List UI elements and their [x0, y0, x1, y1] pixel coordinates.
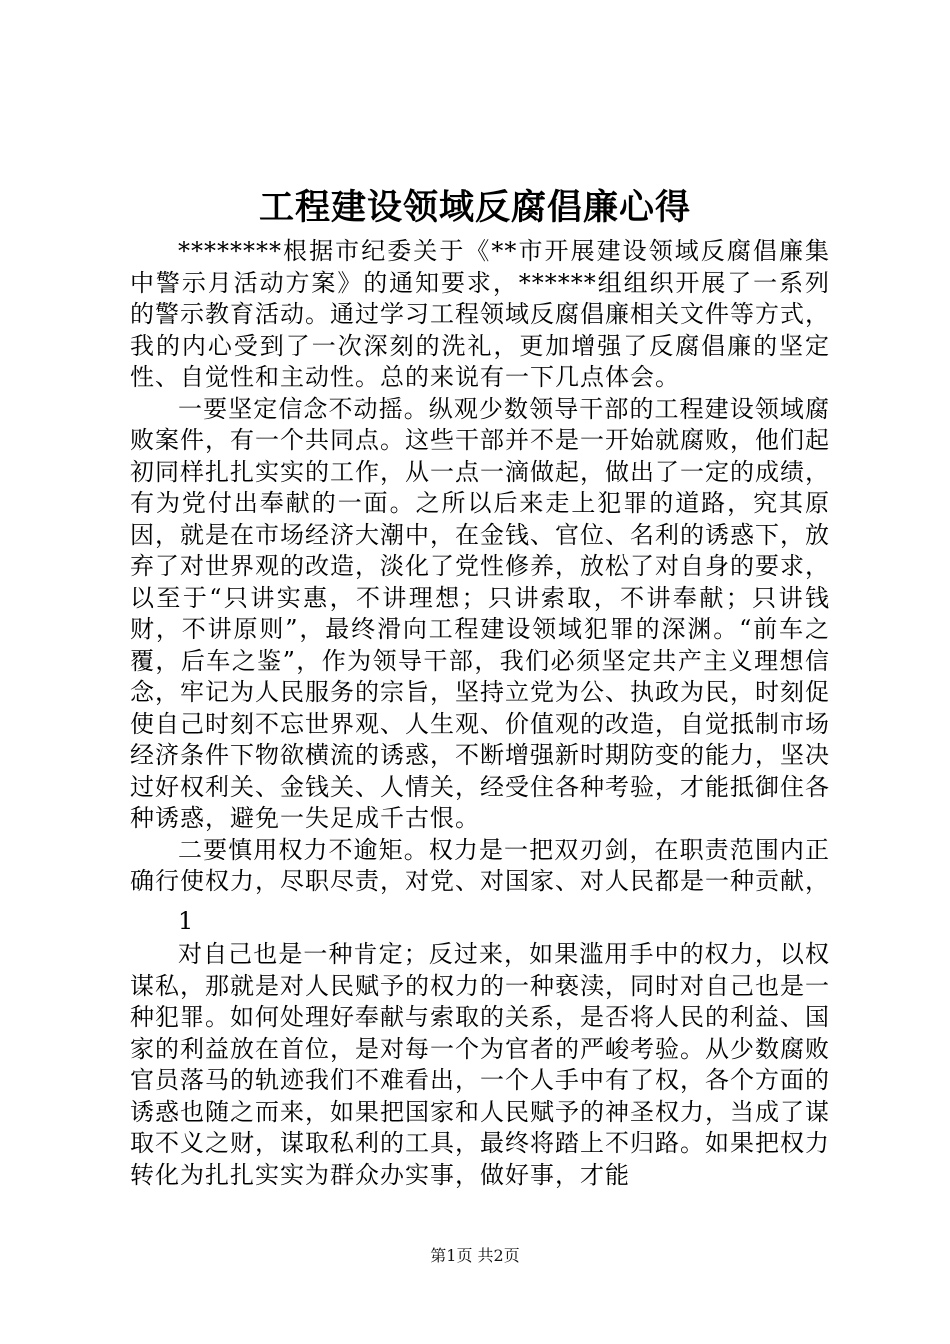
body-text-block-2: [130, 939, 830, 1191]
paragraph-intro: ********根据市纪委关于《**市开展建设领域反腐倡廉集中警示月活动方案》的通知要求，******组组织开展了一系列的警示教育活动。通过学习工程领域反腐倡廉相关文件等方式，我的内心受到了一次深刻的洗礼，更加增强了反腐倡廉的坚定性、自觉性和主动性。总的来说有一下几点体会。: [130, 237, 830, 391]
document-title: 工程建设领域反腐倡廉心得: [258, 187, 691, 228]
page-footer: 第1页 共2页: [430, 1246, 520, 1265]
paragraph-continuation: 对自己也是一种肯定；反过来，如果滥用手中的权力，以权谋私，那就是对人民赋予的权力的一种亵渎，同时对自己也是一种犯罪。如何处理好奉献与索取的关系，是否将人民的利益、国家的利益放在首位，是对每一个为官者的严峻考验。从少数腐败官员落马的轨迹我们不难看出，一个人手中有了权，各个方面的诱惑也随之而来，如果把国家和人民赋予的神圣权力，当成了谋取不义之财，谋取私利的工具，最终将踏上不归路。如果把权力转化为扎扎实实为群众办实事，做好事，才能: [130, 940, 830, 1189]
inline-page-marker: 1: [178, 907, 194, 935]
paragraph-point-one: 一要坚定信念不动摇。纵观少数领导干部的工程建设领域腐败案件，有一个共同点。这些干部并不是一开始就腐败，他们起初同样扎扎实实的工作，从一点一滴做起，做出了一定的成绩，有为党付出奉献的一面。之所以后来走上犯罪的道路，究其原因，就是在市场经济大潮中，在金钱、官位、名利的诱惑下，放弃了对世界观的改造，淡化了党性修养，放松了对自身的要求，以至于“只讲实惠，不讲理想；只讲索取，不讲奉献；只讲钱财，不讲原则”，最终滑向工程建设领域犯罪的深渊。“前车之覆，后车之鉴”，作为领导干部，我们必须坚定共产主义理想信念，牢记为人民服务的宗旨，坚持立党为公、执政为民，时刻促使自己时刻不忘世界观、人生观、价值观的改造，自觉抵制市场经济条件下物欲横流的诱惑，不断增强新时期防变的能力，坚决过好权利关、金钱关、人情关，经受住各种考验，才能抵御住各种诱惑，避免一失足成千古恨。: [130, 394, 830, 832]
paragraph-point-two: 二要慎用权力不逾矩。权力是一把双刃剑，在职责范围内正确行使权力，尽职尽责，对党、对国家、对人民都是一种贡献，: [130, 835, 830, 895]
body-text-block-1: [130, 236, 830, 898]
